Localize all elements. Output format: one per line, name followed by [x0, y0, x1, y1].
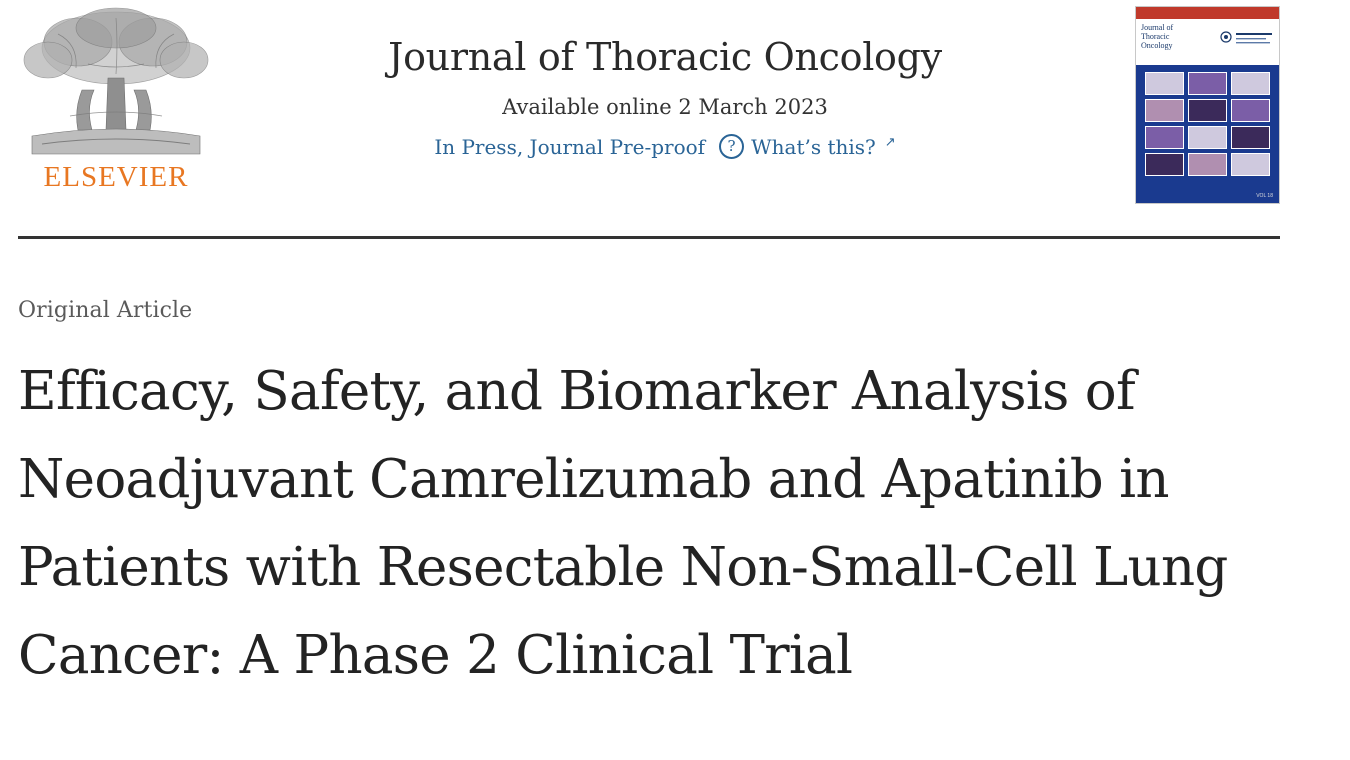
cover-cell — [1231, 72, 1270, 95]
cover-journal-name-line3: Oncology — [1141, 41, 1173, 50]
cover-society-logo-icon — [1218, 29, 1274, 51]
cover-top-band — [1136, 7, 1279, 19]
whats-this-link[interactable] — [719, 134, 896, 159]
cover-cell — [1145, 153, 1184, 176]
journal-info — [230, 34, 1100, 159]
cover-cell — [1231, 153, 1270, 176]
elsevier-tree-logo-icon — [18, 4, 214, 162]
availability-date: Available online 2 March 2023 — [502, 95, 828, 119]
publisher-name: ELSEVIER — [43, 161, 189, 193]
external-link-arrow-icon: ↗ — [884, 135, 896, 150]
cover-cell — [1188, 153, 1227, 176]
cover-caption: VOL 18 — [1256, 193, 1273, 199]
status-row — [230, 134, 1100, 159]
cover-cell — [1231, 126, 1270, 149]
journal-header — [0, 0, 1350, 240]
whats-this-label: What’s this? — [751, 134, 876, 159]
article-header — [18, 298, 1308, 736]
question-circle-icon[interactable]: ? — [719, 134, 744, 159]
publisher-logo[interactable] — [18, 4, 214, 204]
journal-title[interactable]: Journal of Thoracic Oncology — [388, 35, 942, 79]
cover-cell — [1145, 126, 1184, 149]
header-divider — [18, 236, 1280, 239]
page-title: Efficacy, Safety, and Biomarker Analysis of Neoadjuvant Camrelizumab and Apatinib in Patients with Resectable Non-Small-Cell Lung Cancer: A Phase 2 Clinical Trial — [18, 361, 1228, 686]
journal-cover-thumbnail[interactable] — [1135, 6, 1280, 204]
cover-cell — [1188, 126, 1227, 149]
cover-cell — [1145, 99, 1184, 122]
article-type-label: Original Article — [18, 298, 193, 323]
cover-figure-grid — [1136, 65, 1279, 203]
cover-journal-name — [1141, 23, 1203, 50]
cover-journal-name-line2: Thoracic — [1141, 32, 1170, 41]
cover-journal-name-line1: Journal of — [1141, 23, 1174, 32]
cover-cell — [1145, 72, 1184, 95]
cover-cell — [1188, 72, 1227, 95]
cover-masthead — [1136, 19, 1279, 65]
cover-cell — [1188, 99, 1227, 122]
press-status-badge: In Press, Journal Pre-proof — [434, 134, 706, 159]
cover-cell — [1231, 99, 1270, 122]
